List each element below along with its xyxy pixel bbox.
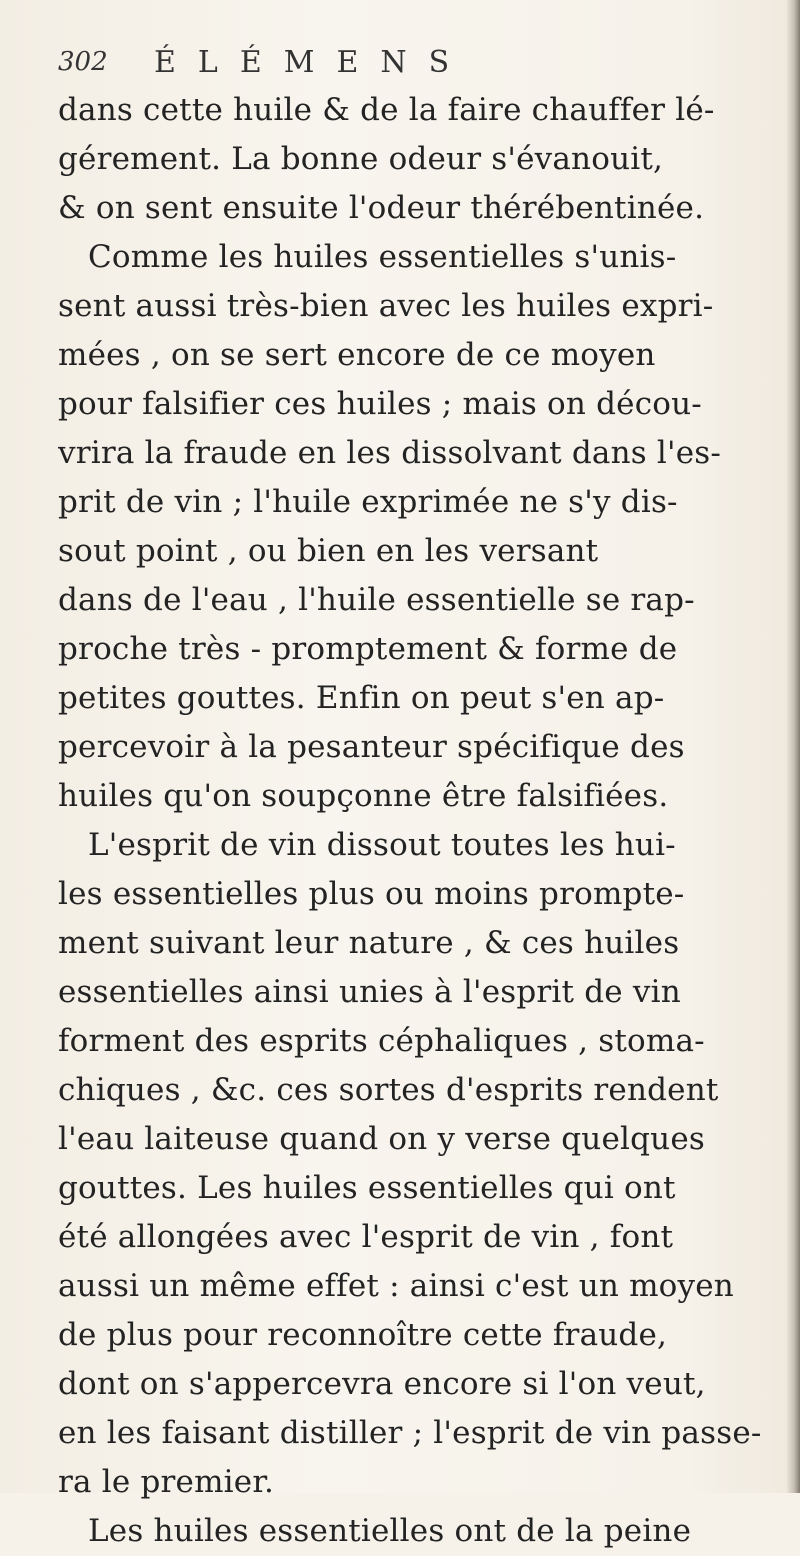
text-line: été allongées avec l'esprit de vin , font (58, 1219, 674, 1255)
text-line: & on sent ensuite l'odeur thérébentinée. (58, 190, 705, 226)
text-line: percevoir à la pesanteur spécifique des (58, 729, 685, 765)
text-line: petites gouttes. Enfin on peut s'en ap- (58, 680, 665, 716)
text-line: sent aussi très-bien avec les huiles expri- (58, 288, 714, 324)
text-line: pour falsifier ces huiles ; mais on décou- (58, 386, 702, 422)
text-line: vrira la fraude en les dissolvant dans l'es- (58, 435, 722, 471)
page-edge-shadow (786, 0, 800, 1493)
paragraph-start-line: Les huiles essentielles ont de la peine (88, 1513, 692, 1549)
page-header (58, 38, 748, 86)
text-line: dont on s'appercevra encore si l'on veut, (58, 1366, 706, 1402)
text-line: sout point , ou bien en les versant (58, 533, 599, 569)
paragraph-start-line: Comme les huiles essentielles s'unis- (88, 239, 677, 275)
paragraph-start-line: L'esprit de vin dissout toutes les hui- (88, 827, 676, 863)
body-text (58, 86, 788, 1556)
text-line: chiques , &c. ces sortes d'esprits rendent (58, 1072, 719, 1108)
text-line: forment des esprits céphaliques , stoma- (58, 1023, 705, 1059)
text-line: l'eau laiteuse quand on y verse quelques (58, 1121, 705, 1157)
page-number: 302 (58, 47, 108, 77)
text-line: dans cette huile & de la faire chauffer lé- (58, 92, 715, 128)
text-line: gouttes. Les huiles essentielles qui ont (58, 1170, 676, 1206)
text-line: ment suivant leur nature , & ces huiles (58, 925, 680, 961)
text-line: de plus pour reconnoître cette fraude, (58, 1317, 668, 1353)
text-line: huiles qu'on soupçonne être falsifiées. (58, 778, 669, 814)
text-line: aussi un même effet : ainsi c'est un moyen (58, 1268, 734, 1304)
text-line: essentielles ainsi unies à l'esprit de vin (58, 974, 681, 1010)
running-head: ÉLÉMENS (154, 44, 472, 80)
text-line: ra le premier. (58, 1464, 275, 1500)
text-line: en les faisant distiller ; l'esprit de vin passe- (58, 1415, 762, 1451)
text-line: mées , on se sert encore de ce moyen (58, 337, 656, 373)
text-line: gérement. La bonne odeur s'évanouit, (58, 141, 664, 177)
text-line: les essentielles plus ou moins prompte- (58, 876, 685, 912)
text-line: prit de vin ; l'huile exprimée ne s'y dis- (58, 484, 678, 520)
text-line: proche très - promptement & forme de (58, 631, 678, 667)
text-line: dans de l'eau , l'huile essentielle se rap- (58, 582, 695, 618)
